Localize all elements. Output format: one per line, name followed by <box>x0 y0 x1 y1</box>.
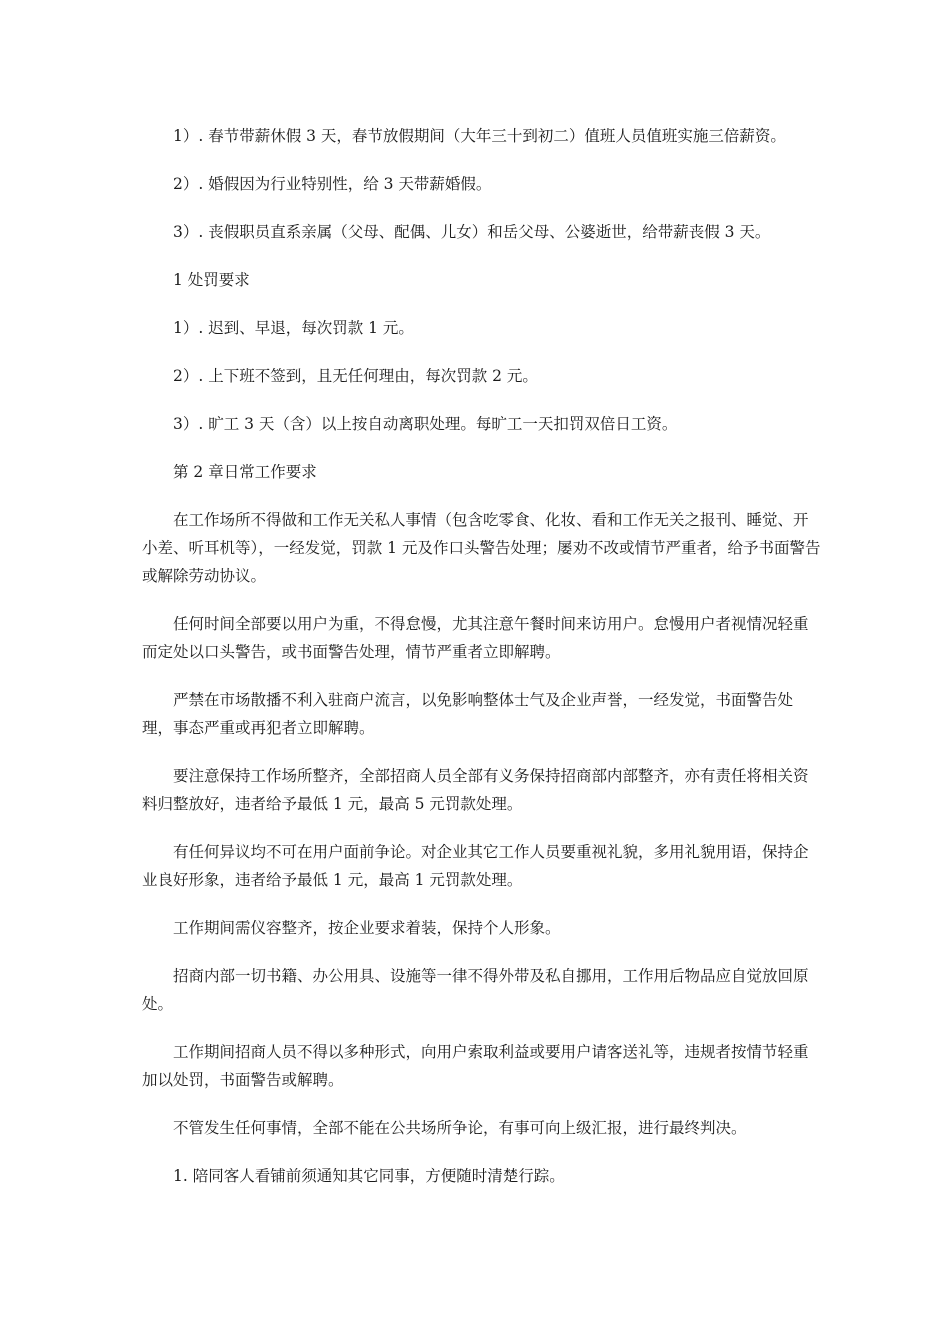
paragraph-private-matters: 在工作场所不得做和工作无关私人事情（包含吃零食、化妆、看和工作无关之报刊、睡觉、开小差、听耳机等），一经发觉，罚款 1 元及作口头警告处理；屡劝不改或情节严重者，给予书面警告或解除劳动协议。 <box>142 511 821 585</box>
paragraph-absenteeism: 3）. 旷工 3 天（含）以上按自动离职处理。每旷工一天扣罚双倍日工资。 <box>173 415 678 433</box>
document-body <box>142 122 823 1210</box>
paragraph-late-early-leave: 1）. 迟到、早退，每次罚款 1 元。 <box>173 319 414 337</box>
paragraph-tidy-workplace: 要注意保持工作场所整齐，全部招商人员全部有义务保持招商部内部整齐，亦有责任将相关资料归整放好，违者给予最低 1 元，最高 5 元罚款处理。 <box>142 767 809 813</box>
paragraph-spring-festival-leave: 1）. 春节带薪休假 3 天，春节放假期间（大年三十到初二）值班人员值班实施三倍薪资。 <box>173 127 786 145</box>
paragraph-no-rumors: 严禁在市场散播不利入驻商户流言，以免影响整体士气及企业声誉，一经发觉，书面警告处理，事态严重或再犯者立即解聘。 <box>142 691 794 737</box>
paragraph-bereavement-leave: 3）. 丧假职员直系亲属（父母、配偶、儿女）和岳父母、公婆逝世，给带薪丧假 3 天。 <box>173 223 771 241</box>
section-heading-penalties: 1 处罚要求 <box>173 271 250 289</box>
paragraph-marriage-leave: 2）. 婚假因为行业特别性，给 3 天带薪婚假。 <box>173 175 492 193</box>
paragraph-office-supplies: 招商内部一切书籍、办公用具、设施等一律不得外带及私自挪用，工作用后物品应自觉放回原处。 <box>142 967 809 1013</box>
chapter-heading-daily-work: 第 2 章日常工作要求 <box>173 463 317 481</box>
paragraph-no-public-arguments: 不管发生任何事情，全部不能在公共场所争论，有事可向上级汇报，进行最终判决。 <box>173 1119 747 1137</box>
paragraph-no-bribes: 工作期间招商人员不得以多种形式，向用户索取利益或要用户请客送礼等，违规者按情节轻重加以处罚，书面警告或解聘。 <box>142 1043 809 1089</box>
paragraph-no-sign-in: 2）. 上下班不签到，且无任何理由，每次罚款 2 元。 <box>173 367 538 385</box>
paragraph-customer-first: 任何时间全部要以用户为重，不得怠慢，尤其注意午餐时间来访用户。怠慢用户者视情况轻重而定处以口头警告，或书面警告处理，情节严重者立即解聘。 <box>142 615 809 661</box>
paragraph-appearance: 工作期间需仪容整齐，按企业要求着装，保持个人形象。 <box>173 919 561 937</box>
paragraph-no-disputes: 有任何异议均不可在用户面前争论。对企业其它工作人员要重视礼貌，多用礼貌用语，保持企业良好形象，违者给予最低 1 元，最高 1 元罚款处理。 <box>142 843 809 889</box>
paragraph-accompany-clients: 1. 陪同客人看铺前须通知其它同事，方便随时清楚行踪。 <box>173 1167 565 1185</box>
